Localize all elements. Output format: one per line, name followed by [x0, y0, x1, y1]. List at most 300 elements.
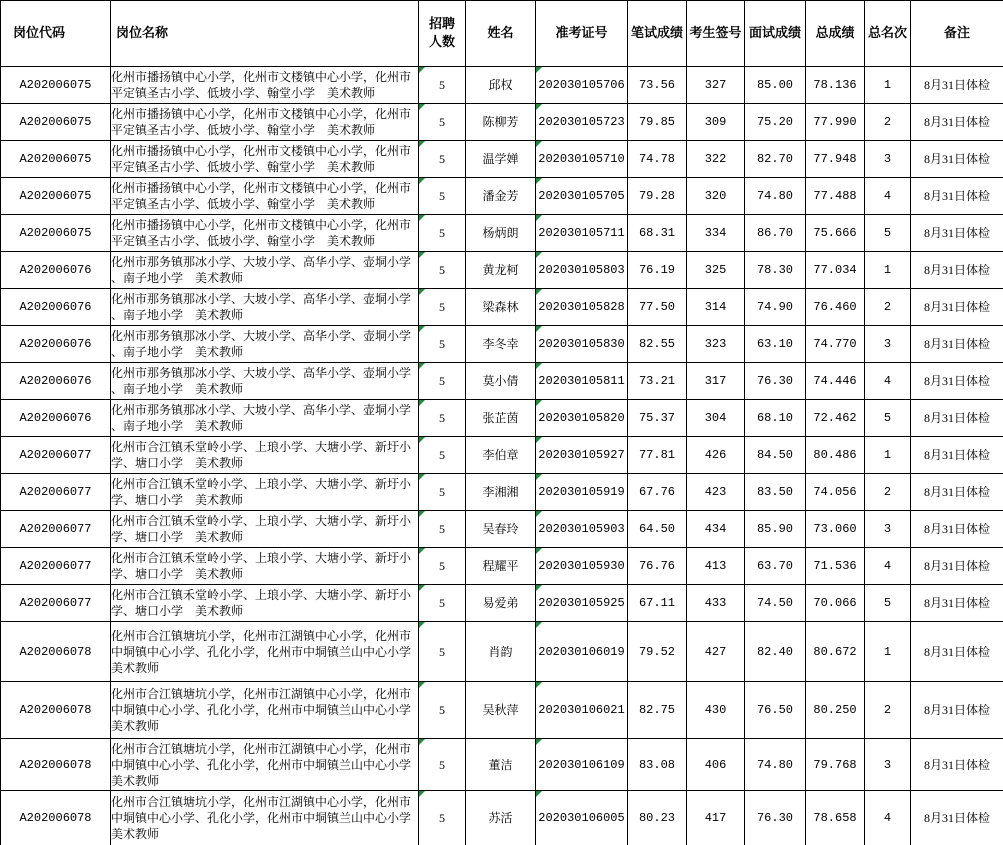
cell-quota-value: 5: [439, 300, 445, 314]
cell-ticket-value: 202030105828: [538, 300, 625, 314]
cell-rank[interactable]: 3: [865, 511, 911, 548]
cell-ticket-number[interactable]: [536, 739, 628, 791]
cell-ticket-value: 202030105830: [538, 337, 625, 351]
cell-candidate-name[interactable]: 吴春玲: [466, 511, 536, 548]
header-position-name[interactable]: 岗位名称: [111, 1, 419, 67]
cell-position-name[interactable]: 化州市播扬镇中心小学，化州市文楼镇中心小学，化州市平定镇圣古小学、低坡小学、翰堂小学 美术教师: [111, 104, 419, 141]
header-total-score[interactable]: 总成绩: [806, 1, 865, 67]
cell-quota-value: 5: [439, 411, 445, 425]
cell-ticket-number[interactable]: [536, 622, 628, 682]
cell-ticket-number[interactable]: [536, 400, 628, 437]
cell-total-score[interactable]: 71.536: [806, 548, 865, 585]
cell-position-code[interactable]: A202006077: [1, 474, 111, 511]
cell-ticket-number[interactable]: [536, 474, 628, 511]
cell-ticket-number[interactable]: [536, 585, 628, 622]
cell-position-code[interactable]: A202006076: [1, 326, 111, 363]
cell-quota-value: 5: [439, 811, 445, 825]
cell-candidate-name[interactable]: 梁森林: [466, 289, 536, 326]
cell-remark[interactable]: 8月31日体检: [911, 215, 1003, 252]
table-row: [1, 511, 1003, 548]
cell-position-code[interactable]: A202006077: [1, 548, 111, 585]
cell-remark[interactable]: 8月31日体检: [911, 511, 1003, 548]
cell-quota[interactable]: [419, 682, 466, 739]
cell-position-name[interactable]: 化州市合江镇塘坑小学，化州市江湖镇中心小学，化州市中垌镇中心小学、孔化小学，化州市中垌镇兰山中心小学美术教师: [111, 739, 419, 791]
cell-draw-number[interactable]: 325: [687, 252, 745, 289]
cell-position-name[interactable]: 化州市播扬镇中心小学，化州市文楼镇中心小学，化州市平定镇圣古小学、低坡小学、翰堂小学 美术教师: [111, 215, 419, 252]
cell-written-score[interactable]: 79.85: [628, 104, 687, 141]
text-number-indicator-icon: [536, 548, 542, 554]
cell-draw-number[interactable]: 406: [687, 739, 745, 791]
cell-quota-value: 5: [439, 115, 445, 129]
header-written-score[interactable]: 笔试成绩: [628, 1, 687, 67]
cell-written-score[interactable]: 75.37: [628, 400, 687, 437]
cell-rank[interactable]: 3: [865, 326, 911, 363]
cell-ticket-value: 202030105711: [538, 226, 625, 240]
cell-rank[interactable]: 1: [865, 252, 911, 289]
cell-remark[interactable]: 8月31日体检: [911, 141, 1003, 178]
cell-written-score[interactable]: 67.11: [628, 585, 687, 622]
cell-quota[interactable]: [419, 791, 466, 845]
cell-rank[interactable]: 2: [865, 682, 911, 739]
cell-position-name[interactable]: 化州市合江镇塘坑小学，化州市江湖镇中心小学，化州市中垌镇中心小学、孔化小学，化州市中垌镇兰山中心小学美术教师: [111, 622, 419, 682]
cell-rank[interactable]: 3: [865, 141, 911, 178]
cell-total-score[interactable]: 80.250: [806, 682, 865, 739]
cell-quota[interactable]: [419, 474, 466, 511]
cell-candidate-name[interactable]: 李湘湘: [466, 474, 536, 511]
cell-quota[interactable]: [419, 178, 466, 215]
cell-interview-score[interactable]: 82.70: [745, 141, 806, 178]
cell-interview-score[interactable]: 74.50: [745, 585, 806, 622]
cell-remark[interactable]: 8月31日体检: [911, 682, 1003, 739]
cell-interview-score[interactable]: 85.00: [745, 67, 806, 104]
cell-rank[interactable]: 1: [865, 67, 911, 104]
cell-candidate-name[interactable]: 张芷茵: [466, 400, 536, 437]
header-interview-score[interactable]: 面试成绩: [745, 1, 806, 67]
cell-interview-score[interactable]: 82.40: [745, 622, 806, 682]
cell-ticket-value: 202030106021: [538, 703, 625, 717]
cell-candidate-name[interactable]: 温学婵: [466, 141, 536, 178]
cell-total-score[interactable]: 79.768: [806, 739, 865, 791]
table-row: [1, 326, 1003, 363]
cell-quota[interactable]: [419, 252, 466, 289]
table-row: [1, 739, 1003, 791]
cell-written-score[interactable]: 77.50: [628, 289, 687, 326]
cell-ticket-number[interactable]: [536, 215, 628, 252]
cell-remark[interactable]: 8月31日体检: [911, 400, 1003, 437]
cell-quota[interactable]: [419, 400, 466, 437]
cell-position-code[interactable]: A202006075: [1, 104, 111, 141]
cell-quota-value: 5: [439, 78, 445, 92]
cell-remark[interactable]: 8月31日体检: [911, 474, 1003, 511]
cell-draw-number[interactable]: 433: [687, 585, 745, 622]
cell-ticket-number[interactable]: [536, 67, 628, 104]
cell-total-score[interactable]: 73.060: [806, 511, 865, 548]
text-number-indicator-icon: [419, 252, 425, 258]
cell-quota-value: 5: [439, 522, 445, 536]
cell-position-code[interactable]: A202006076: [1, 400, 111, 437]
cell-rank[interactable]: 4: [865, 548, 911, 585]
cell-candidate-name[interactable]: 程耀平: [466, 548, 536, 585]
cell-total-score[interactable]: 74.446: [806, 363, 865, 400]
cell-ticket-number[interactable]: [536, 141, 628, 178]
cell-written-score[interactable]: 68.31: [628, 215, 687, 252]
cell-position-code[interactable]: A202006077: [1, 437, 111, 474]
cell-quota-value: 5: [439, 703, 445, 717]
cell-total-score[interactable]: 77.948: [806, 141, 865, 178]
cell-written-score[interactable]: 73.56: [628, 67, 687, 104]
cell-quota-value: 5: [439, 189, 445, 203]
table-row: [1, 215, 1003, 252]
cell-remark[interactable]: 8月31日体检: [911, 548, 1003, 585]
cell-candidate-name[interactable]: 邱权: [466, 67, 536, 104]
cell-ticket-value: 202030106005: [538, 811, 625, 825]
cell-written-score[interactable]: 64.50: [628, 511, 687, 548]
table-row: [1, 104, 1003, 141]
header-candidate-name[interactable]: 姓名: [466, 1, 536, 67]
cell-position-name[interactable]: 化州市合江镇禾堂岭小学、上琅小学、大塘小学、新圩小学、塘口小学 美术教师: [111, 548, 419, 585]
cell-interview-score[interactable]: 74.80: [745, 739, 806, 791]
cell-total-score[interactable]: 78.136: [806, 67, 865, 104]
cell-written-score[interactable]: 73.21: [628, 363, 687, 400]
cell-draw-number[interactable]: 327: [687, 67, 745, 104]
cell-remark[interactable]: 8月31日体检: [911, 104, 1003, 141]
table-row: [1, 252, 1003, 289]
cell-draw-number[interactable]: 430: [687, 682, 745, 739]
cell-ticket-number[interactable]: [536, 252, 628, 289]
cell-quota-value: 5: [439, 226, 445, 240]
cell-remark[interactable]: 8月31日体检: [911, 67, 1003, 104]
cell-position-name[interactable]: 化州市合江镇禾堂岭小学、上琅小学、大塘小学、新圩小学、塘口小学 美术教师: [111, 437, 419, 474]
cell-position-code[interactable]: A202006075: [1, 215, 111, 252]
table-row: [1, 682, 1003, 739]
cell-rank[interactable]: 4: [865, 178, 911, 215]
cell-position-code[interactable]: A202006078: [1, 682, 111, 739]
cell-remark[interactable]: 8月31日体检: [911, 437, 1003, 474]
cell-interview-score[interactable]: 68.10: [745, 400, 806, 437]
cell-remark[interactable]: 8月31日体检: [911, 585, 1003, 622]
cell-quota-value: 5: [439, 448, 445, 462]
cell-ticket-value: 202030105723: [538, 115, 625, 129]
cell-position-name[interactable]: 化州市那务镇那冰小学、大坡小学、高华小学、壶垌小学、南子地小学 美术教师: [111, 289, 419, 326]
cell-candidate-name[interactable]: 黄龙柯: [466, 252, 536, 289]
cell-quota[interactable]: [419, 585, 466, 622]
cell-position-code[interactable]: A202006075: [1, 67, 111, 104]
table-row: [1, 178, 1003, 215]
cell-position-code[interactable]: A202006076: [1, 363, 111, 400]
text-number-indicator-icon: [536, 739, 542, 745]
header-quota[interactable]: [419, 1, 466, 67]
cell-position-code[interactable]: A202006076: [1, 289, 111, 326]
cell-written-score[interactable]: 67.76: [628, 474, 687, 511]
cell-interview-score[interactable]: 76.30: [745, 791, 806, 845]
cell-rank[interactable]: 5: [865, 215, 911, 252]
cell-draw-number[interactable]: 423: [687, 474, 745, 511]
cell-position-code[interactable]: A202006078: [1, 791, 111, 845]
table-row: [1, 289, 1003, 326]
cell-candidate-name[interactable]: 肖韵: [466, 622, 536, 682]
cell-total-score[interactable]: 76.460: [806, 289, 865, 326]
cell-total-score[interactable]: 77.990: [806, 104, 865, 141]
cell-position-code[interactable]: A202006076: [1, 252, 111, 289]
cell-ticket-value: 202030106019: [538, 644, 625, 659]
cell-total-score[interactable]: 78.658: [806, 791, 865, 845]
cell-position-name[interactable]: 化州市播扬镇中心小学，化州市文楼镇中心小学，化州市平定镇圣古小学、低坡小学、翰堂小学 美术教师: [111, 178, 419, 215]
text-number-indicator-icon: [419, 104, 425, 110]
cell-position-name[interactable]: 化州市合江镇禾堂岭小学、上琅小学、大塘小学、新圩小学、塘口小学 美术教师: [111, 474, 419, 511]
cell-draw-number[interactable]: 317: [687, 363, 745, 400]
cell-position-code[interactable]: A202006077: [1, 585, 111, 622]
cell-quota[interactable]: [419, 437, 466, 474]
cell-rank[interactable]: 2: [865, 474, 911, 511]
table-row: [1, 363, 1003, 400]
text-number-indicator-icon: [419, 437, 425, 443]
text-number-indicator-icon: [536, 585, 542, 591]
cell-draw-number[interactable]: 320: [687, 178, 745, 215]
cell-rank[interactable]: 5: [865, 400, 911, 437]
table-row: [1, 791, 1003, 845]
cell-ticket-number[interactable]: [536, 326, 628, 363]
text-number-indicator-icon: [419, 289, 425, 295]
text-number-indicator-icon: [419, 682, 425, 688]
cell-rank[interactable]: 1: [865, 437, 911, 474]
cell-quota-value: 5: [439, 644, 445, 659]
cell-written-score[interactable]: 79.28: [628, 178, 687, 215]
cell-quota[interactable]: [419, 739, 466, 791]
cell-quota-value: 5: [439, 559, 445, 573]
cell-total-score[interactable]: 80.672: [806, 622, 865, 682]
cell-written-score[interactable]: 83.08: [628, 739, 687, 791]
cell-ticket-number[interactable]: [536, 791, 628, 845]
text-number-indicator-icon: [536, 326, 542, 332]
cell-remark[interactable]: 8月31日体检: [911, 363, 1003, 400]
text-number-indicator-icon: [536, 682, 542, 688]
header-row: [1, 1, 1003, 67]
cell-written-score[interactable]: 77.81: [628, 437, 687, 474]
cell-ticket-value: 202030105803: [538, 263, 625, 277]
cell-quota-value: 5: [439, 337, 445, 351]
cell-ticket-number[interactable]: [536, 104, 628, 141]
cell-rank[interactable]: 2: [865, 289, 911, 326]
cell-interview-score[interactable]: 85.90: [745, 511, 806, 548]
cell-quota-value: 5: [439, 263, 445, 277]
cell-interview-score[interactable]: 76.30: [745, 363, 806, 400]
text-number-indicator-icon: [419, 511, 425, 517]
cell-written-score[interactable]: 76.19: [628, 252, 687, 289]
cell-ticket-value: 202030105930: [538, 559, 625, 573]
cell-remark[interactable]: 8月31日体检: [911, 326, 1003, 363]
text-number-indicator-icon: [536, 215, 542, 221]
cell-ticket-number[interactable]: [536, 682, 628, 739]
cell-candidate-name[interactable]: 苏活: [466, 791, 536, 845]
cell-position-name[interactable]: 化州市那务镇那冰小学、大坡小学、高华小学、壶垌小学、南子地小学 美术教师: [111, 363, 419, 400]
text-number-indicator-icon: [536, 289, 542, 295]
cell-written-score[interactable]: 82.55: [628, 326, 687, 363]
cell-candidate-name[interactable]: 潘金芳: [466, 178, 536, 215]
cell-ticket-value: 202030105710: [538, 152, 625, 166]
cell-candidate-name[interactable]: 莫小倩: [466, 363, 536, 400]
cell-total-score[interactable]: 75.666: [806, 215, 865, 252]
cell-draw-number[interactable]: 304: [687, 400, 745, 437]
cell-rank[interactable]: 4: [865, 363, 911, 400]
cell-candidate-name[interactable]: 易爱弟: [466, 585, 536, 622]
cell-interview-score[interactable]: 84.50: [745, 437, 806, 474]
cell-ticket-value: 202030105925: [538, 596, 625, 610]
cell-total-score[interactable]: 74.056: [806, 474, 865, 511]
cell-draw-number[interactable]: 417: [687, 791, 745, 845]
cell-total-score[interactable]: 74.770: [806, 326, 865, 363]
cell-ticket-value: 202030105811: [538, 374, 625, 388]
text-number-indicator-icon: [419, 215, 425, 221]
cell-quota[interactable]: [419, 67, 466, 104]
cell-candidate-name[interactable]: 李伯章: [466, 437, 536, 474]
cell-candidate-name[interactable]: 吴秋萍: [466, 682, 536, 739]
cell-draw-number[interactable]: 427: [687, 622, 745, 682]
cell-ticket-value: 202030105903: [538, 522, 625, 536]
text-number-indicator-icon: [536, 511, 542, 517]
cell-quota[interactable]: [419, 622, 466, 682]
cell-interview-score[interactable]: 78.30: [745, 252, 806, 289]
cell-position-name[interactable]: 化州市那务镇那冰小学、大坡小学、高华小学、壶垌小学、南子地小学 美术教师: [111, 400, 419, 437]
cell-written-score[interactable]: 79.52: [628, 622, 687, 682]
cell-position-name[interactable]: 化州市合江镇塘坑小学，化州市江湖镇中心小学，化州市中垌镇中心小学、孔化小学，化州市中垌镇兰山中心小学美术教师: [111, 791, 419, 845]
cell-quota-value: 5: [439, 152, 445, 166]
cell-interview-score[interactable]: 74.90: [745, 289, 806, 326]
text-number-indicator-icon: [419, 474, 425, 480]
cell-position-code[interactable]: A202006077: [1, 511, 111, 548]
cell-draw-number[interactable]: 334: [687, 215, 745, 252]
cell-candidate-name[interactable]: 陈柳芳: [466, 104, 536, 141]
cell-rank[interactable]: 4: [865, 791, 911, 845]
cell-interview-score[interactable]: 75.20: [745, 104, 806, 141]
cell-ticket-number[interactable]: [536, 437, 628, 474]
text-number-indicator-icon: [536, 67, 542, 73]
cell-ticket-number[interactable]: [536, 363, 628, 400]
cell-remark[interactable]: 8月31日体检: [911, 739, 1003, 791]
cell-quota-value: 5: [439, 374, 445, 388]
cell-quota[interactable]: [419, 104, 466, 141]
table-row: [1, 141, 1003, 178]
text-number-indicator-icon: [536, 252, 542, 258]
table-row: [1, 400, 1003, 437]
text-number-indicator-icon: [536, 363, 542, 369]
cell-quota[interactable]: [419, 548, 466, 585]
cell-position-name[interactable]: 化州市合江镇禾堂岭小学、上琅小学、大塘小学、新圩小学、塘口小学 美术教师: [111, 585, 419, 622]
header-rank[interactable]: 总名次: [865, 1, 911, 67]
cell-interview-score[interactable]: 74.80: [745, 178, 806, 215]
text-number-indicator-icon: [536, 400, 542, 406]
cell-interview-score[interactable]: 76.50: [745, 682, 806, 739]
cell-interview-score[interactable]: 63.10: [745, 326, 806, 363]
cell-ticket-number[interactable]: [536, 548, 628, 585]
cell-remark[interactable]: 8月31日体检: [911, 622, 1003, 682]
cell-position-name[interactable]: 化州市播扬镇中心小学，化州市文楼镇中心小学，化州市平定镇圣古小学、低坡小学、翰堂小学 美术教师: [111, 67, 419, 104]
cell-position-name[interactable]: 化州市那务镇那冰小学、大坡小学、高华小学、壶垌小学、南子地小学 美术教师: [111, 326, 419, 363]
text-number-indicator-icon: [419, 622, 425, 628]
text-number-indicator-icon: [536, 437, 542, 443]
cell-ticket-value: 202030105927: [538, 448, 625, 462]
cell-candidate-name[interactable]: 李冬幸: [466, 326, 536, 363]
header-position-code[interactable]: 岗位代码: [1, 1, 111, 67]
table-row: [1, 437, 1003, 474]
text-number-indicator-icon: [419, 67, 425, 73]
cell-draw-number[interactable]: 413: [687, 548, 745, 585]
cell-total-score[interactable]: 72.462: [806, 400, 865, 437]
cell-ticket-number[interactable]: [536, 178, 628, 215]
cell-draw-number[interactable]: 322: [687, 141, 745, 178]
cell-written-score[interactable]: 82.75: [628, 682, 687, 739]
cell-position-code[interactable]: A202006075: [1, 178, 111, 215]
cell-total-score[interactable]: 70.066: [806, 585, 865, 622]
table-row: [1, 548, 1003, 585]
cell-position-code[interactable]: A202006075: [1, 141, 111, 178]
cell-draw-number[interactable]: 309: [687, 104, 745, 141]
cell-draw-number[interactable]: 323: [687, 326, 745, 363]
text-number-indicator-icon: [419, 400, 425, 406]
cell-position-name[interactable]: 化州市合江镇塘坑小学，化州市江湖镇中心小学，化州市中垌镇中心小学、孔化小学，化州市中垌镇兰山中心小学美术教师: [111, 682, 419, 739]
cell-position-code[interactable]: A202006078: [1, 622, 111, 682]
cell-ticket-number[interactable]: [536, 289, 628, 326]
cell-total-score[interactable]: 77.488: [806, 178, 865, 215]
text-number-indicator-icon: [419, 178, 425, 184]
cell-rank[interactable]: 1: [865, 622, 911, 682]
cell-remark[interactable]: 8月31日体检: [911, 252, 1003, 289]
header-draw-number[interactable]: 考生签号: [687, 1, 745, 67]
cell-ticket-value: 202030105820: [538, 411, 625, 425]
cell-position-name[interactable]: 化州市那务镇那冰小学、大坡小学、高华小学、壶垌小学、南子地小学 美术教师: [111, 252, 419, 289]
text-number-indicator-icon: [419, 326, 425, 332]
cell-total-score[interactable]: 77.034: [806, 252, 865, 289]
cell-quota[interactable]: [419, 215, 466, 252]
cell-written-score[interactable]: 74.78: [628, 141, 687, 178]
cell-total-score[interactable]: 80.486: [806, 437, 865, 474]
cell-candidate-name[interactable]: 董洁: [466, 739, 536, 791]
cell-draw-number[interactable]: 426: [687, 437, 745, 474]
cell-quota[interactable]: [419, 326, 466, 363]
cell-quota[interactable]: [419, 511, 466, 548]
cell-quota[interactable]: [419, 141, 466, 178]
header-ticket-number[interactable]: 准考证号: [536, 1, 628, 67]
cell-draw-number[interactable]: 434: [687, 511, 745, 548]
cell-draw-number[interactable]: 314: [687, 289, 745, 326]
cell-quota[interactable]: [419, 363, 466, 400]
cell-quota-value: 5: [439, 596, 445, 610]
text-number-indicator-icon: [419, 791, 425, 797]
cell-rank[interactable]: 5: [865, 585, 911, 622]
text-number-indicator-icon: [536, 141, 542, 147]
cell-position-name[interactable]: 化州市合江镇禾堂岭小学、上琅小学、大塘小学、新圩小学、塘口小学 美术教师: [111, 511, 419, 548]
cell-position-code[interactable]: A202006078: [1, 739, 111, 791]
cell-rank[interactable]: 3: [865, 739, 911, 791]
cell-remark[interactable]: 8月31日体检: [911, 791, 1003, 845]
text-number-indicator-icon: [419, 585, 425, 591]
cell-remark[interactable]: 8月31日体检: [911, 289, 1003, 326]
cell-position-name[interactable]: 化州市播扬镇中心小学，化州市文楼镇中心小学，化州市平定镇圣古小学、低坡小学、翰堂小学 美术教师: [111, 141, 419, 178]
cell-interview-score[interactable]: 86.70: [745, 215, 806, 252]
header-remark[interactable]: 备注: [911, 1, 1003, 67]
cell-rank[interactable]: 2: [865, 104, 911, 141]
text-number-indicator-icon: [536, 104, 542, 110]
header-quota-label: 招聘人数: [428, 16, 455, 50]
cell-interview-score[interactable]: 63.70: [745, 548, 806, 585]
cell-remark[interactable]: 8月31日体检: [911, 178, 1003, 215]
cell-written-score[interactable]: 76.76: [628, 548, 687, 585]
cell-candidate-name[interactable]: 杨炳朗: [466, 215, 536, 252]
text-number-indicator-icon: [419, 141, 425, 147]
cell-ticket-number[interactable]: [536, 511, 628, 548]
cell-interview-score[interactable]: 83.50: [745, 474, 806, 511]
cell-written-score[interactable]: 80.23: [628, 791, 687, 845]
cell-quota[interactable]: [419, 289, 466, 326]
